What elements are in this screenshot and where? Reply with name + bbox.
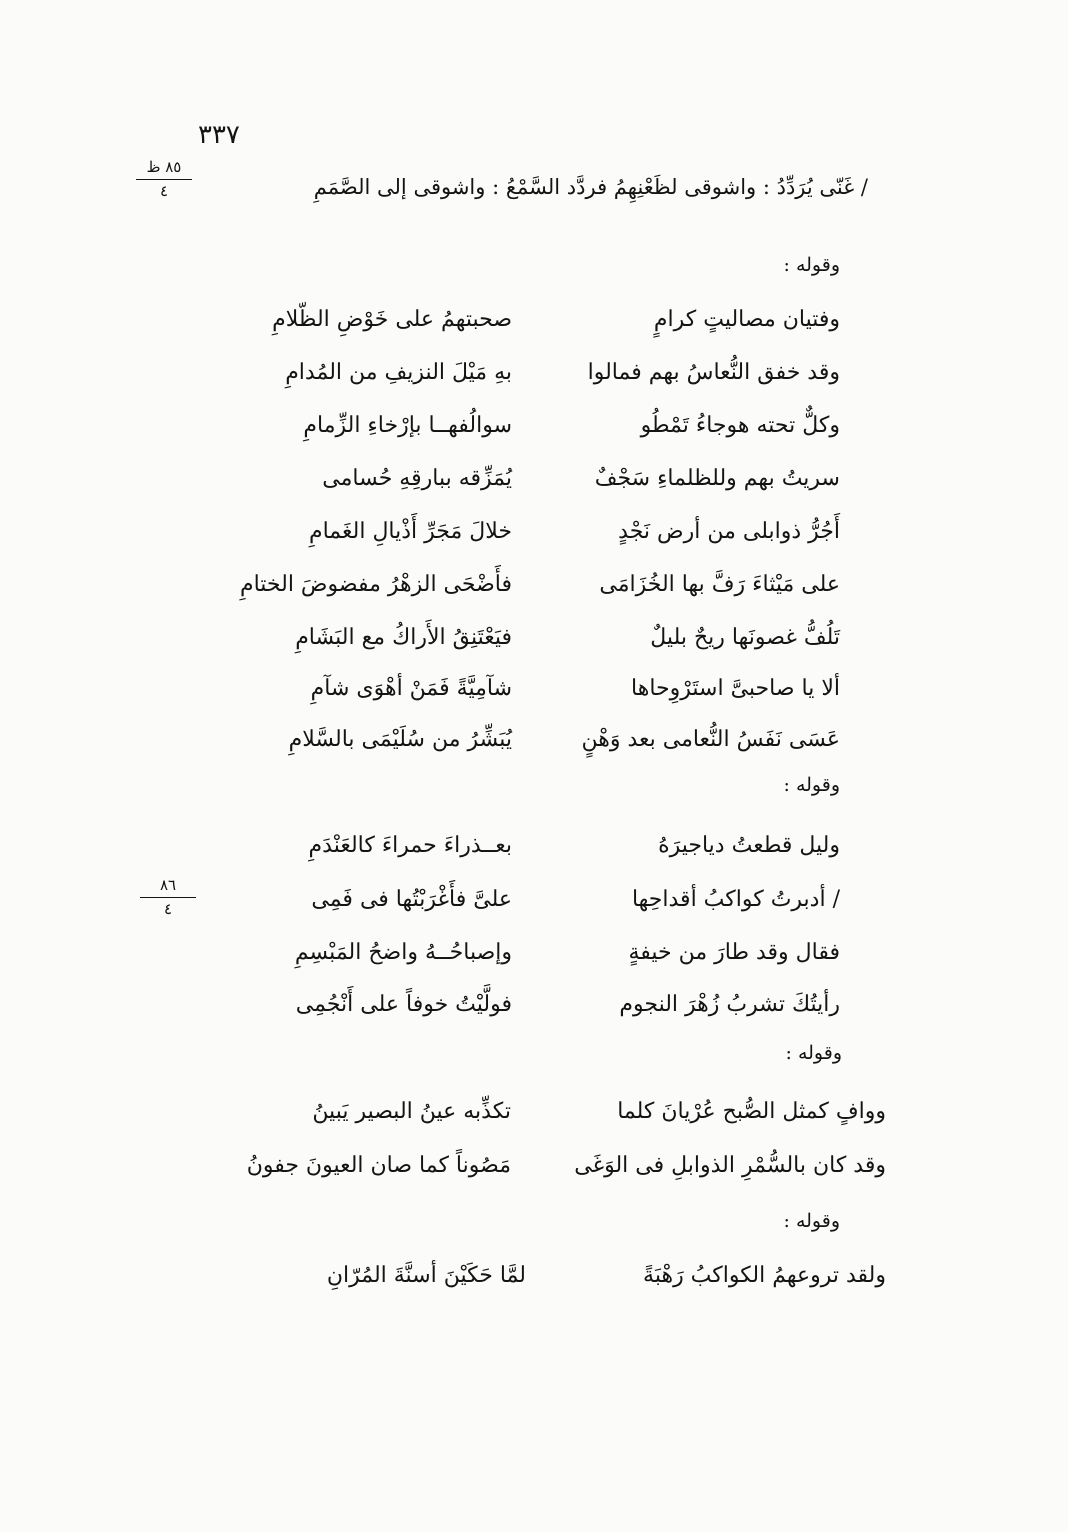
verse-line — [196, 1146, 886, 1186]
verse-line — [230, 880, 840, 920]
section-label: وقوله : — [783, 254, 840, 276]
second-hemistich: يُبَشِّرُ من سُلَيْمَى بالسَّلامِ — [288, 727, 512, 752]
verse-line — [230, 300, 840, 340]
verse-line — [226, 1256, 886, 1296]
verse-line — [230, 720, 840, 760]
header-verse-line: / غَنّى يُرَدِّدُ : واشوقى لظَعْنِهِمُ فردَّد السَّمْعُ : واشوقى إلى الصَّمَمِ — [313, 175, 868, 199]
margin-folio-part: ٤ — [163, 900, 173, 918]
first-hemistich: فقال وقد طارَ من خيفةٍ — [628, 940, 840, 965]
second-hemistich: بعــذراءَ حمراءَ كالعَنْدَمِ — [308, 833, 512, 858]
second-hemistich: تكذِّبه عينُ البصير يَبينُ — [312, 1099, 511, 1124]
verse-line — [230, 565, 840, 605]
verse-line — [196, 1092, 886, 1132]
first-hemistich: وليل قطعتُ دياجيرَهُ — [658, 833, 840, 858]
first-hemistich: ولقد تروعهمُ الكواكبُ رَهْبَةً — [643, 1263, 886, 1288]
first-hemistich: وفتيان مصاليتٍ كرامٍ — [653, 307, 840, 332]
verse-line — [230, 826, 840, 866]
margin-folio-number: ٨٦ — [140, 876, 196, 898]
second-hemistich: فأَضْحَى الزهْرُ مفضوضَ الختامِ — [239, 572, 512, 597]
second-hemistich: يُمَزِّقه ببارقِهِ حُسامى — [322, 466, 512, 491]
section-label: وقوله : — [785, 1042, 842, 1064]
second-hemistich: بهِ مَيْلَ النزيفِ من المُدامِ — [285, 360, 512, 385]
margin-folio-note — [140, 876, 196, 918]
second-hemistich: لمَّا حَكَيْنَ أسنَّةَ المُرّانِ — [326, 1263, 526, 1288]
verse-line — [230, 406, 840, 446]
verse-line — [230, 985, 840, 1025]
first-hemistich: وكلٌّ تحته هوجاءُ تَمْطُو — [640, 413, 840, 438]
second-hemistich: خلالَ مَجَرِّ أَذْيالِ الغَمامِ — [308, 519, 512, 544]
second-hemistich: فولَّيْتُ خوفاً على أَنْجُمِى — [295, 992, 512, 1017]
second-hemistich: فيَعْتَنِقُ الأَراكُ مع البَشَامِ — [295, 625, 512, 650]
verse-line — [230, 933, 840, 973]
first-hemistich: وقد خفق النُّعاسُ بهم فمالوا — [587, 360, 840, 385]
first-hemistich: عَسَى نَفَسُ النُّعامى بعد وَهْنٍ — [581, 727, 840, 752]
page-number: ٣٣٧ — [198, 120, 240, 150]
second-hemistich: صحبتهمُ على خَوْضِ الظّلامِ — [272, 307, 512, 332]
second-hemistich: وإصباحُــهُ واضحُ المَبْسِمِ — [294, 940, 512, 965]
first-hemistich: وقد كان بالسُّمْرِ الذوابلِ فى الوَغَى — [574, 1153, 886, 1178]
second-hemistich: سوالُفهــا بإرْخاءِ الزِّمامِ — [303, 413, 512, 438]
first-hemistich: / أدبرتُ كواكبُ أقداحِها — [631, 887, 840, 912]
first-hemistich: ووافٍ كمثل الصُّبح عُرْيانَ كلما — [617, 1099, 886, 1124]
verse-line — [230, 618, 840, 658]
section-label: وقوله : — [783, 1210, 840, 1232]
second-hemistich: علىَّ فأَغْرَبْتُها فى فَمِى — [311, 887, 512, 912]
second-hemistich: شآمِيَّةً فَمَنْ أهْوَى شآمِ — [310, 676, 512, 701]
verse-line — [230, 669, 840, 709]
first-hemistich: تَلُفُّ غصونَها ريحٌ بليلٌ — [650, 625, 840, 650]
verse-line — [230, 512, 840, 552]
first-hemistich: على مَيْثاءَ رَفَّ بها الخُزَامَى — [599, 572, 840, 597]
first-hemistich: أَجُرُّ ذوابلى من أرض نَجْدٍ — [618, 519, 840, 544]
first-hemistich: رأيتُكَ تشربُ زُهْرَ النجوم — [619, 992, 840, 1017]
verse-line — [230, 353, 840, 393]
margin-folio-part: ٤ — [159, 182, 169, 200]
verse-line — [230, 459, 840, 499]
margin-folio-number: ٨٥ ظ — [136, 158, 192, 180]
section-label: وقوله : — [783, 774, 840, 796]
first-hemistich: سريتُ بهم وللظلماءِ سَجْفٌ — [594, 466, 840, 491]
first-hemistich: ألا يا صاحبىَّ استَرْوِحاها — [631, 676, 840, 701]
second-hemistich: مَصُوناً كما صان العيونَ جفونُ — [246, 1153, 511, 1178]
